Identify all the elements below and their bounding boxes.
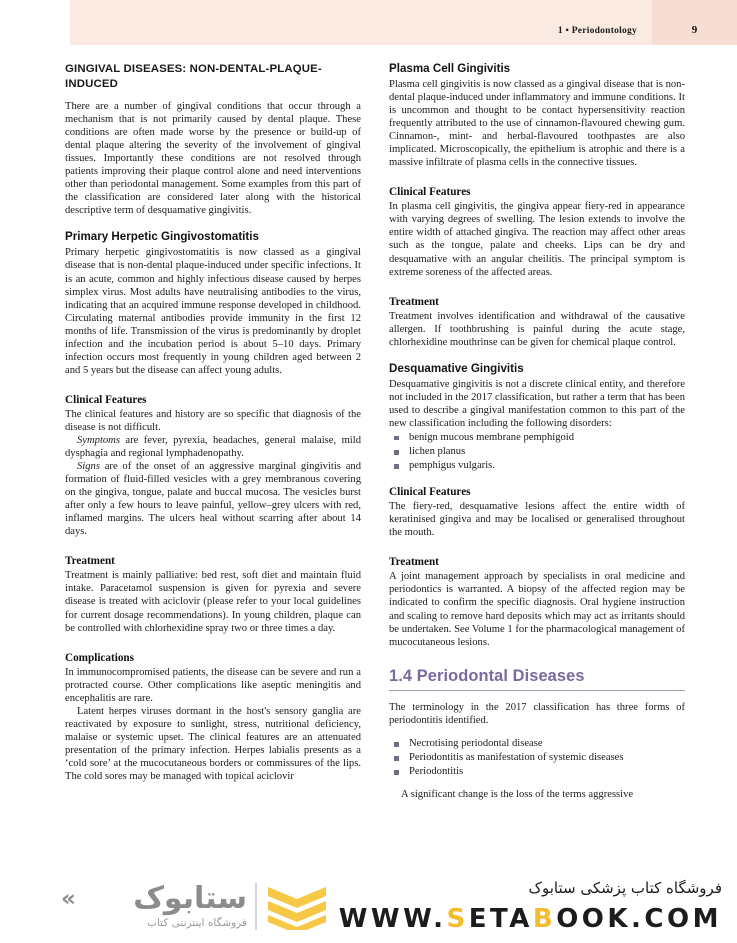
url-part-highlight: B <box>532 904 557 934</box>
list-item-label: lichen planus <box>409 446 466 458</box>
left-column <box>65 62 361 870</box>
list-item <box>389 431 685 445</box>
numbered-section-heading: 1.4 Periodontal Diseases <box>389 666 585 685</box>
plasma-treatment-heading: Treatment <box>389 295 439 308</box>
plasma-treatment-paragraph: Treatment involves identification and withdrawal of the causative allergen. If toothbrushing is painful during the acute stage, chlorhexidine mouthrinse can be given for chemical plaque control. <box>389 310 685 348</box>
spacer <box>389 727 685 736</box>
chapter-label: 1 • Periodontology <box>557 26 637 36</box>
list-item <box>389 751 685 765</box>
spacer <box>65 217 361 230</box>
treatment-paragraph: Treatment is mainly palliative: bed rest, soft diet and maintain fluid intake. Paracetamol suspension is given for pyrexia and severe disease is treated with aciclovir (please refer to your local guidelines for current dosage recommendations). In young children, plaque can be controlled with chlorhexidine spray two or three times a day. <box>65 570 361 634</box>
signs-run-in: Signs <box>77 461 100 473</box>
treatment-heading: Treatment <box>65 555 115 568</box>
symptoms-run-in: Symptoms <box>77 434 120 446</box>
numbered-section-intro: The terminology in the 2017 classification has three forms of periodontitis identified. <box>389 702 685 727</box>
desquamative-disorders-list <box>389 431 685 473</box>
desquamative-clinical-features-heading: Clinical Features <box>389 486 471 499</box>
section-heading: GINGIVAL DISEASES: NON-DENTAL-PLAQUE-INDUCED <box>65 63 322 90</box>
square-bullet-icon <box>394 450 399 455</box>
list-item-label: Necrotising periodontal disease <box>409 738 543 750</box>
intro-paragraph: There are a number of gingival conditions that occur through a mechanism that is not primarily caused by dental plaque. These conditions are often made worse by the presence or build-up of dental plaque altering the severity of the involvement of gingival tissues. Importantly these conditions are not resolved through patients improving their plaque control alone and need interventions other than periodontal management. Some examples from this part of the classification are considered later along with the historical descriptive term of desquamative gingivitis. <box>65 101 361 217</box>
desquamative-gingivitis-heading: Desquamative Gingivitis <box>389 361 524 375</box>
numbered-section-trailing-paragraph: A significant change is the loss of the terms aggressive <box>401 789 634 801</box>
complications-heading: Complications <box>65 651 134 664</box>
spacer <box>389 349 685 362</box>
url-part-highlight: S <box>446 904 469 934</box>
spacer <box>65 635 361 652</box>
right-column <box>389 62 685 870</box>
list-item <box>389 737 685 751</box>
page-number: 9 <box>691 24 698 36</box>
numbered-section <box>389 666 685 802</box>
running-head-band <box>70 0 737 45</box>
complications-paragraph-1: In immunocompromised patients, the disease can be severe and run a protracted course. Other complications like aseptic meningitis and encephalitis are rare. <box>65 666 361 704</box>
text-body <box>65 62 685 870</box>
plasma-cell-gingivitis-heading: Plasma Cell Gingivitis <box>389 62 511 75</box>
spacer <box>389 539 685 556</box>
logo-divider <box>255 883 257 930</box>
logo-tagline: فروشگاه اینترنتی کتاب <box>147 917 247 929</box>
list-item-label: pemphigus vulgaris. <box>409 460 495 472</box>
footer-website-url[interactable] <box>339 904 722 934</box>
spacer <box>65 538 361 555</box>
spacer <box>389 473 685 486</box>
list-item <box>389 445 685 459</box>
spacer <box>389 649 685 666</box>
desquamative-clinical-features-paragraph: The fiery-red, desquamative lesions affect the entire width of keratinised gingiva and may be localised or generalised throughout the mouth. <box>389 501 685 539</box>
desquamative-treatment-paragraph: A joint management approach by specialists in oral medicine and periodontics is warranted. A biopsy of the affected region may be indicated to confirm the specific diagnosis. Oral hygiene instruction and scaling to remove hard deposits which may act as irritants should be undertaken. See Volume 1 for the pharmacological management of mucocutaneous lesions. <box>389 571 685 648</box>
square-bullet-icon <box>394 464 399 469</box>
symptoms-text: are fever, pyrexia, headaches, general malaise, mild dysphagia and regional lymphadenopathy. <box>65 434 361 460</box>
clinical-features-paragraph-1: The clinical features and history are so specific that diagnosis of the disease is not difficult. <box>65 408 361 433</box>
clinical-features-heading: Clinical Features <box>65 393 147 406</box>
square-bullet-icon <box>394 756 399 761</box>
header-rule <box>70 45 737 47</box>
list-item <box>389 765 685 779</box>
plasma-clinical-features-paragraph: In plasma cell gingivitis, the gingiva appear fiery-red in appearance with varying degrees of swelling. The lesion extends to involve the entire width of attached gingiva. The reaction may affect other areas such as the tongue, palate and cheeks. Lips can be dry and desquamative with an angular cheilitis. The principal symptom is extreme soreness of the affected areas. <box>389 201 685 278</box>
setabook-logo[interactable] <box>57 879 307 939</box>
desquamative-treatment-heading: Treatment <box>389 556 439 569</box>
url-part: WWW. <box>338 904 447 934</box>
desquamative-gingivitis-paragraph: Desquamative gingivitis is not a discrete clinical entity, and therefore not included in the 2017 classification, but rather a term that has been used to describe a gingival manifestation common to this part of the new classification including the following disorders: <box>389 378 685 429</box>
list-item-label: Periodontitis as manifestation of systemic diseases <box>409 752 624 764</box>
clinical-features-paragraph-2 <box>65 434 361 460</box>
list-item-label: Periodontitis <box>409 766 464 778</box>
footer-banner <box>0 872 737 943</box>
clinical-features-paragraph-3 <box>65 460 361 538</box>
signs-text: are of the onset of an aggressive marginal gingivitis and formation of fluid-filled vesicles with a grey membranous covering on the gingiva, tongue, palate and buccal mucosa. The vesicles burst after only a few hours to leave painful, yellow–grey ulcers with red, inflamed margins. The ulcers heal without scarring after about 14 days. <box>65 461 361 538</box>
plasma-clinical-features-heading: Clinical Features <box>389 186 471 199</box>
url-part: OOK.COM <box>556 904 722 934</box>
square-bullet-icon <box>394 436 399 441</box>
complications-paragraph-2: Latent herpes viruses dormant in the host's sensory ganglia are reactivated by exposure to sunlight, stress, nutritional deficiency, malaise or systemic upset. The clinical features are an attenuated presentation of the primary infection. Herpes labialis presents as a ‘cold sore’ at the mucocutaneous borders or commissures of the lips. The cold sores may be managed with topical aciclovir <box>65 705 361 782</box>
square-bullet-icon <box>394 742 399 747</box>
chevron-double-left-icon: « <box>61 886 76 912</box>
periodontitis-forms-list <box>389 737 685 779</box>
plasma-cell-gingivitis-paragraph: Plasma cell gingivitis is now classed as a gingival disease that is non-dental plaque-induced under inflammatory and immune conditions. It is uncommon and thought to be contact hypersensitivity reaction frequently attributed to the use of cinnamon-flavoured chewing gum. Cinnamon-, mint- and herbal-flavoured toothpastes are also implicated. Microscopically, the epithelium is atrophic and there is a massive infiltrate of plasma cells in the connective tissues. <box>389 79 685 169</box>
square-bullet-icon <box>394 770 399 775</box>
spacer <box>389 779 685 788</box>
spacer <box>389 169 685 186</box>
list-item-label: benign mucous membrane pemphigoid <box>409 431 575 443</box>
spacer <box>65 377 361 394</box>
url-part: ETA <box>468 904 533 934</box>
list-item <box>389 459 685 473</box>
spacer <box>389 279 685 296</box>
logo-wordmark: ستابوک <box>133 881 247 916</box>
footer-persian-text: فروشگاه کتاب پزشکی ستابوک <box>528 879 722 897</box>
page-number-box <box>652 0 737 45</box>
subsection-paragraph: Primary herpetic gingivostomatitis is now classed as a gingival disease that is non-dental plaque-induced under specific infections. It is an acute, common and highly infectious disease caused by herpes simplex virus. Most adults have neutralising antibodies to the virus, indicating that an acquired immune response developed in childhood. Circulating maternal antibodies provide immunity in the first 12 months of life. Transmission of the virus is predominantly by droplet infection and the incubation period is about 5–10 days. Primary infection occurs most frequently in young children aged between 2 and 5 years but the disease can affect young adults. <box>65 247 361 376</box>
chevron-stack-icon <box>266 886 328 930</box>
section-divider <box>389 690 685 691</box>
subsection-heading: Primary Herpetic Gingivostomatitis <box>65 230 259 244</box>
